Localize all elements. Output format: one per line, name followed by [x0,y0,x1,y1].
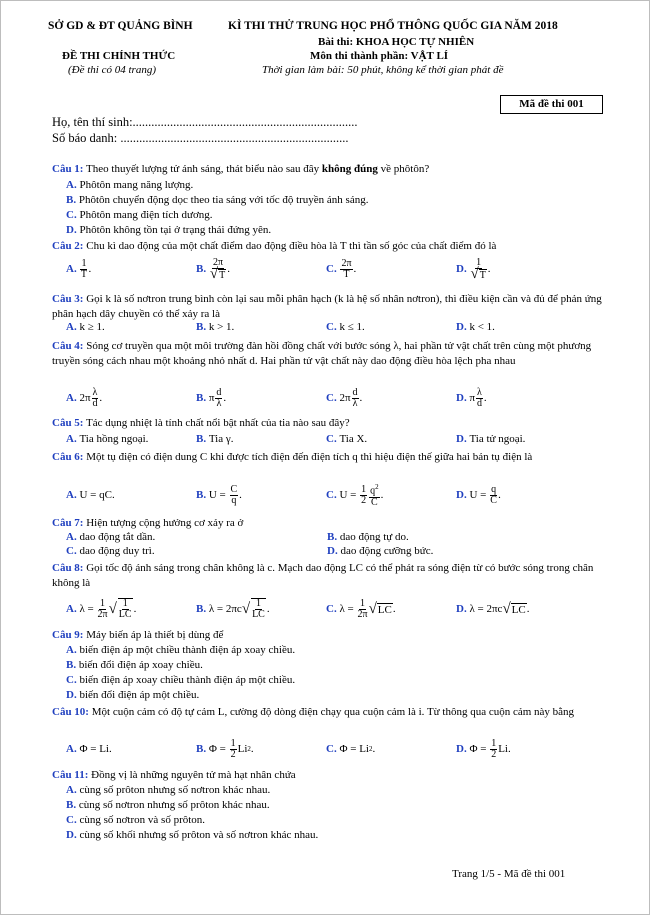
component-subject: Môn thi thành phần: VẬT LÍ [310,50,449,62]
q11-option-b[interactable]: B. cùng số nơtron nhưng số prôton khác nhau. [66,799,270,811]
question-7: Câu 7: Hiện tượng cộng hưởng cơ xảy ra ở [52,517,244,529]
q3-options [66,320,606,334]
q5-options [66,432,606,446]
q6-option-d[interactable]: D. U = $\frac{q}{C}$ . [456,483,501,506]
q6-option-c[interactable]: C. U = $\frac{1}{2}$ $\frac{q^2}{C}$ . [326,483,384,508]
exam-code-box: Mã đề thi 001 [500,95,603,114]
q8-option-c[interactable]: C. λ = $\frac{1}{2\pi}$ √ LC . [326,597,396,620]
q4-options [66,386,606,410]
q4-option-d[interactable]: D. π $\frac{\lambda}{d}$ . [456,386,487,409]
q8-option-a[interactable]: A. λ = $\frac{1}{2\pi}$ √ $\frac{1}{LC}$ . [66,597,137,620]
q8-option-d[interactable]: D. λ = 2πc √ LC . [456,600,530,617]
question-9: Câu 9: Máy biến áp là thiết bị dùng để [52,629,224,641]
q10-option-c[interactable]: C. Φ = Li 2 . [326,743,376,755]
q8-options [66,597,606,621]
q6-options [66,483,606,507]
q5-option-d[interactable]: D. Tia tử ngoại. [456,433,526,445]
q7-option-c[interactable]: C. dao động duy trì. [66,545,155,557]
pages-note: (Đề thi có 04 trang) [68,64,156,76]
q3-option-c[interactable]: C. k ≤ 1. [326,321,365,333]
q1-option-c[interactable]: C. Phôtôn mang điện tích dương. [66,209,213,221]
dept-name: SỞ GD & ĐT QUẢNG BÌNH [48,20,193,32]
q8-option-b[interactable]: B. λ = 2πc √ $\frac{1}{LC}$ . [196,598,270,620]
q2-options [66,257,606,281]
q2-option-c[interactable]: C. $\frac{2\pi}{T}$ . [326,257,357,280]
question-2: Câu 2: Chu kì dao động của một chất điểm dao động điều hòa là T thì tần số góc của chất điểm đó là [52,240,497,252]
q5-option-b[interactable]: B. Tia γ. [196,433,234,445]
q4-option-c[interactable]: C. 2π $\frac{d}{\lambda}$ . [326,386,363,409]
q10-option-d[interactable]: D. Φ = $\frac{1}{2}$ Li. [456,737,511,760]
question-3: Câu 3: Gọi k là số nơtron trung bình còn lại sau mỗi phân hạch (k là hệ số nhân nơtron), thì điều kiện cần và đủ để phản ứng phân hạch dây chuyền có thể xảy ra là [52,293,602,320]
q1-option-a[interactable]: A. Phôtôn mang năng lượng. [66,179,194,191]
q3-option-a[interactable]: A. k ≥ 1. [66,321,105,333]
q7-option-b[interactable]: B. dao động tự do. [327,531,409,543]
q2-option-d[interactable]: D. $\frac{1}{√T}$ . [456,256,491,282]
q9-option-a[interactable]: A. biến điện áp một chiều thành điện áp xoay chiều. [66,644,296,656]
q4-option-b[interactable]: B. π $\frac{d}{\lambda}$ . [196,386,227,409]
q5-option-c[interactable]: C. Tia X. [326,433,368,445]
q2-option-b[interactable]: B. $\frac{2\pi}{√T}$ . [196,256,230,282]
question-6: Câu 6: Một tụ điện có điện dung C khi được tích điện đến điện tích q thì hiệu điện thế giữa hai bản tụ điện là [52,451,533,463]
q1-option-b[interactable]: B. Phôtôn chuyển động dọc theo tia sáng với tốc độ truyền ánh sáng. [66,194,369,206]
q7-option-a[interactable]: A. dao động tắt dần. [66,531,156,543]
q11-option-c[interactable]: C. cùng số nơtron và số prôton. [66,814,206,826]
q10-options [66,737,606,761]
q10-option-a[interactable]: A. Φ = Li. [66,743,112,755]
question-4: Câu 4: Sóng cơ truyền qua một môi trường đàn hồi đồng chất với bước sóng λ, hai phần tử vật chất trên cùng một phương truyền sóng cách nhau một khoảng nhỏ nhất d. Hai phần tử vật chất này dao động điều hòa lệch pha nhau [52,340,592,367]
question-11: Câu 11: Đồng vị là những nguyên tử mà hạt nhân chứa [52,769,296,781]
question-10: Câu 10: Một cuộn cảm có độ tự cảm L, cường độ dòng điện chạy qua cuộn cảm là i. Từ thông qua cuộn cảm này bằng [52,706,575,718]
question-8: Câu 8: Gọi tốc độ ánh sáng trong chân không là c. Mạch dao động LC có thể phát ra sóng điện từ có bước sóng trong chân không là [52,562,594,589]
q4-option-a[interactable]: A. 2π $\frac{\lambda}{d}$ . [66,386,103,409]
q11-option-d[interactable]: D. cùng số khối nhưng số prôton và số nơtron khác nhau. [66,829,319,841]
q3-option-b[interactable]: B. k > 1. [196,321,235,333]
q9-option-c[interactable]: C. biến điện áp xoay chiều thành điện áp một chiều. [66,674,296,686]
q2-option-a[interactable]: A. $\frac{1}{T}$ . [66,257,92,280]
q3-option-d[interactable]: D. k < 1. [456,321,495,333]
q11-option-a[interactable]: A. cùng số prôton nhưng số nơtron khác nhau. [66,784,271,796]
q6-option-b[interactable]: B. U = $\frac{C}{q}$ . [196,483,242,506]
q5-option-a[interactable]: A. Tia hồng ngoại. [66,433,149,445]
official-label: ĐỀ THI CHÍNH THỨC [62,50,176,62]
q9-option-d[interactable]: D. biến đổi điện áp một chiều. [66,689,200,701]
time-note: Thời gian làm bài: 50 phút, không kể thời gian phát đề [262,64,504,76]
question-1: Câu 1: Theo thuyết lượng tử ánh sáng, thát biểu nào sau đây không đúng về phôtôn? [52,163,430,175]
q10-option-b[interactable]: B. Φ = $\frac{1}{2}$ Li 2 . [196,737,254,760]
subject-exam: Bài thi: KHOA HỌC TỰ NHIÊN [318,36,475,48]
q1-option-d[interactable]: D. Phôtôn không tồn tại ở trạng thái đứng yên. [66,224,272,236]
student-id-line: Số báo danh: ......................................................................... [52,131,349,145]
page-footer: Trang 1/5 - Mã đề thi 001 [452,868,566,880]
q6-option-a[interactable]: A. U = qC. [66,489,115,501]
question-5: Câu 5: Tác dụng nhiệt là tính chất nổi bật nhất của tia nào sau đây? [52,417,350,429]
student-name-line: Họ, tên thí sinh:........................................................................ [52,115,358,129]
q9-option-b[interactable]: B. biến đổi điện áp xoay chiều. [66,659,203,671]
exam-title: KÌ THI THỬ TRUNG HỌC PHỔ THÔNG QUỐC GIA NĂM 2018 [228,20,558,32]
q7-option-d[interactable]: D. dao động cưỡng bức. [327,545,434,557]
